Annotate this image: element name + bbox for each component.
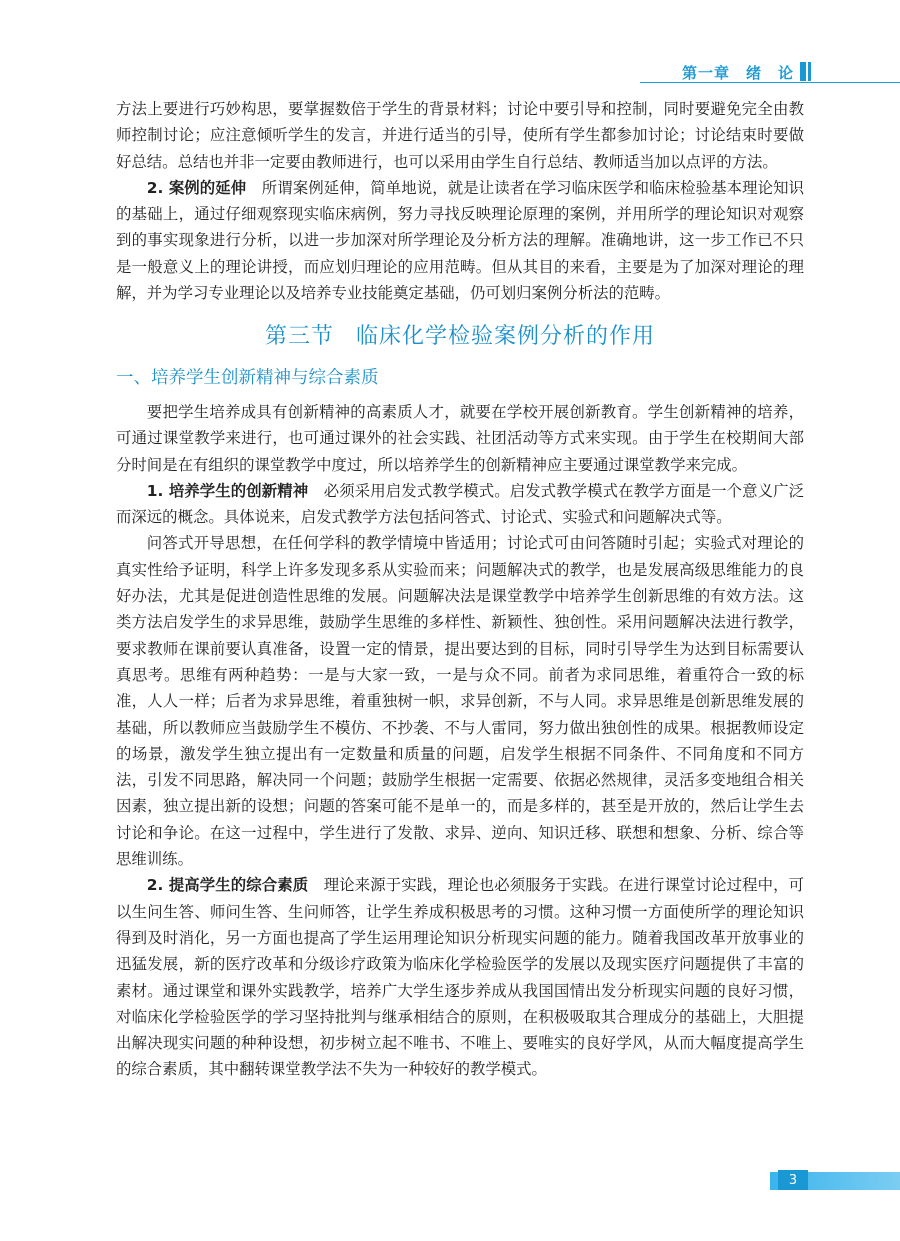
section-title: 临床化学检验案例分析的作用 bbox=[356, 324, 656, 350]
paragraph-lead: 1. 培养学生的创新精神 bbox=[146, 481, 309, 500]
paragraph-case-extension bbox=[116, 175, 804, 306]
paragraph-lead: 2. 案例的延伸 bbox=[146, 178, 247, 197]
chapter-marker-icon bbox=[800, 62, 806, 81]
chapter-title: 第一章 绪 论 bbox=[681, 64, 794, 82]
paragraph-point2 bbox=[116, 872, 804, 1082]
paragraph-point1-body: 问答式开导思想，在任何学科的教学情境中皆适用；讨论式可由问答随时引起；实验式对理论的真实性给予证明，科学上许多发现多系从实验而来；问题解决式的教学，也是发展高级思维能力的良好办法，尤其是促进创造性思维的发展。问题解决法是课堂教学中培养学生创新思维的有效方法。这类方法启发学生的求异思维，鼓励学生思维的多样性、新颖性、独创性。采用问题解决法进行教学，要求教师在课前要认真准备，设置一定的情景，提出要达到的目标，同时引导学生为达到目标需要认真思考。思维有两种趋势：一是与大家一致，一是与众不同。前者为求同思维，着重符合一致的标准，人人一样；后者为求异思维，着重独树一帜，求异创新，不与人同。求异思维是创新思维发展的基础，所以教师应当鼓励学生不模仿、不抄袭、不与人雷同，努力做出独创性的成果。根据教师设定的场景，激发学生独立提出有一定数量和质量的问题，启发学生根据不同条件、不同角度和不同方法，引发不同思路，解决同一个问题；鼓励学生根据一定需要、依据必然规律，灵活多变地组合相关因素，独立提出新的设想；问题的答案可能不是单一的，而是多样的，甚至是开放的，然后让学生去讨论和争论。在这一过程中，学生进行了发散、求异、逆向、知识迁移、联想和想象、分析、综合等思维训练。 bbox=[116, 534, 804, 869]
paragraph-text: 必须采用启发式教学模式。启发式教学模式在教学方面是一个意义广泛而深远的概念。具体说来，启发式教学方法包括问答式、讨论式、实验式和问题解决式等。 bbox=[116, 481, 804, 527]
paragraph-intro: 要把学生培养成具有创新精神的高素质人才，就要在学校开展创新教育。学生创新精神的培养，可通过课堂教学来进行，也可通过课外的社会实践、社团活动等方式来实现。由于学生在校期间大部分时间是在有组织的课堂教学中度过，所以培养学生的创新精神应主要通过课堂教学来完成。 bbox=[116, 402, 804, 474]
paragraph-point1 bbox=[116, 478, 804, 531]
paragraph: 方法上要进行巧妙构思，要掌握数倍于学生的背景材料；讨论中要引导和控制，同时要避免完全由教师控制讨论；应注意倾听学生的发言，并进行适当的引导，使所有学生都参加讨论；讨论结束时要做好总结。总结也并非一定要由教师进行，也可以采用由学生自行总结、教师适当加以点评的方法。 bbox=[116, 100, 804, 171]
subsection-heading: 一、培养学生创新精神与综合素质 bbox=[116, 367, 379, 388]
paragraph-text: 理论来源于实践，理论也必须服务于实践。在进行课堂讨论过程中，可以生问生答、师问生答、生问师答，让学生养成积极思考的习惯。这种习惯一方面使所学的理论知识得到及时消化，另一方面也提高了学生运用理论知识分析现实问题的能力。随着我国改革开放事业的迅猛发展，新的医疗改革和分级诊疗政策为临床化学检验医学的发展以及现实医疗问题提供了丰富的素材。通过课堂和课外实践教学，培养广大学生逐步养成从我国国情出发分析现实问题的良好习惯，对临床化学检验医学的学习坚持批判与继承相结合的原则，在积极吸取其合理成分的基础上，大胆提出解决现实问题的种种设想，初步树立起不唯书、不唯上、要唯实的良好学风，从而大幅度提高学生的综合素质，其中翻转课堂教学法不失为一种较好的教学模式。 bbox=[116, 876, 804, 1079]
paragraph-lead: 2. 提高学生的综合素质 bbox=[146, 876, 309, 895]
page-body bbox=[116, 96, 804, 1083]
paragraph-text: 所谓案例延伸，简单地说，就是让读者在学习临床医学和临床检验基本理论知识的基础上，通过仔细观察现实临床病例，努力寻找反映理论原理的案例，并用所学的理论知识对观察到的事实现象进行分析，以进一步加深对所学理论及分析方法的理解。准确地讲，这一步工作已不只是一般意义上的理论讲授，而应划归理论的应用范畴。但从其目的来看，主要是为了加深对理论的理解，并为学习专业理论以及培养专业技能奠定基础，仍可划归案例分析法的范畴。 bbox=[116, 178, 804, 303]
section-heading bbox=[116, 324, 804, 350]
section-number: 第三节 bbox=[264, 324, 334, 350]
page-number: 3 bbox=[778, 1170, 808, 1190]
